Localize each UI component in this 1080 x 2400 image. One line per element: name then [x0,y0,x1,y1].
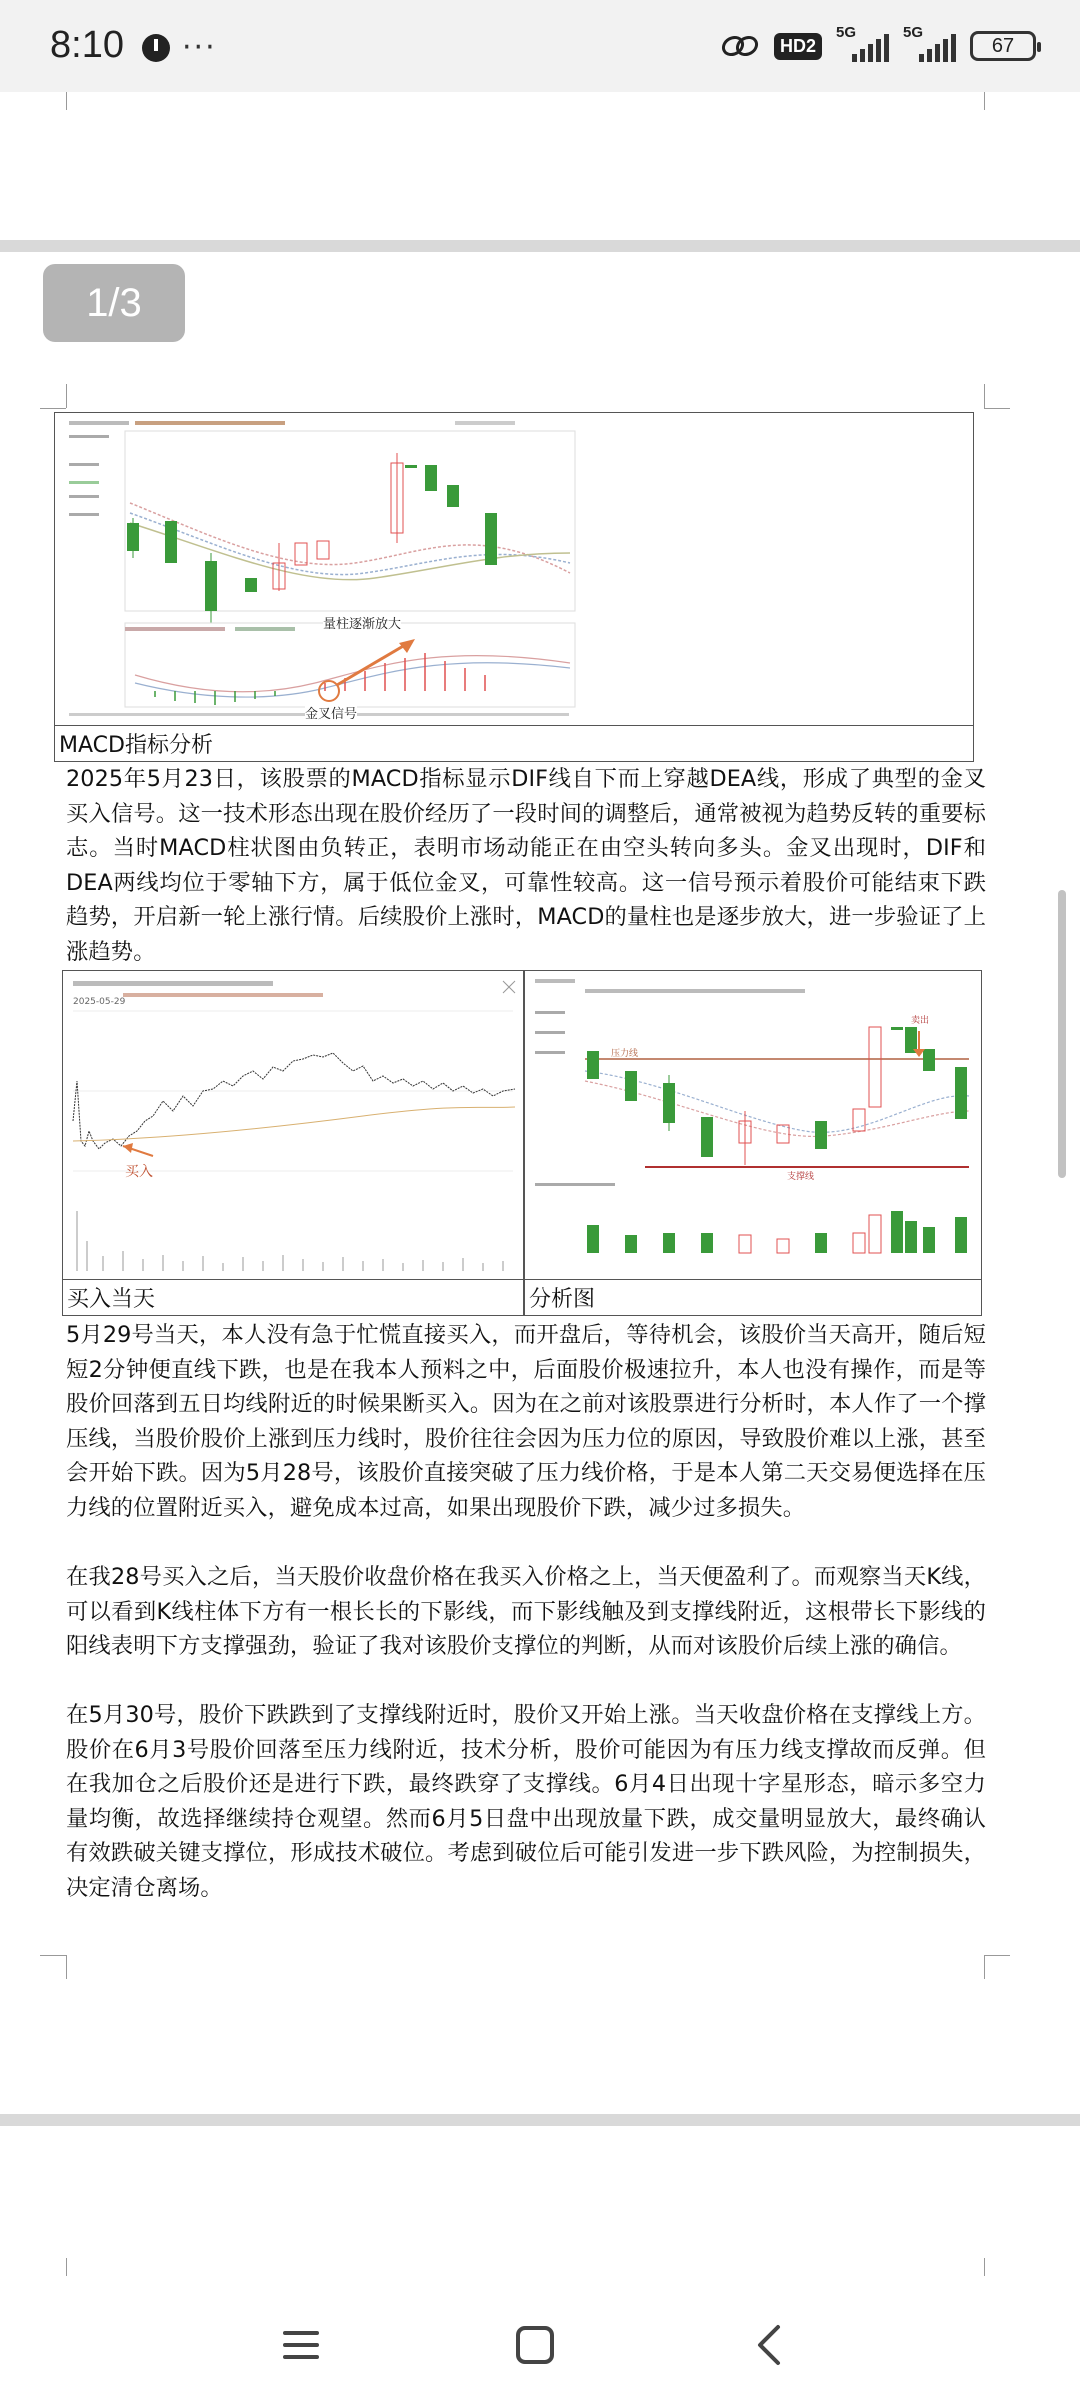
crop-mark [66,384,67,408]
analysis-candles [587,1027,967,1165]
macd-chart-svg [55,413,973,725]
crop-mark [66,2258,67,2276]
figure1-caption: MACD指标分析 [54,726,974,762]
hd-voice-badge: HD2 [774,33,822,60]
label-pressure-line: 压力线 [611,1049,639,1059]
chart-date-label: 2025-05-29 [73,997,126,1007]
intraday-chart-svg [63,971,523,1279]
label-sell: 卖出 [911,1016,930,1026]
home-button[interactable] [500,2310,570,2380]
crop-mark [984,92,985,110]
status-right-icons [720,24,1036,62]
status-bar [0,0,1080,92]
crop-mark [984,1955,1010,1956]
paragraph-buy-day: 5月29号当天，本人没有急于忙慌直接买入，而开盘后，等待机会，该股价当天高开，随后短短2分钟便直线下跌，也是在我本人预料之中，后面股价极速拉升，本人也没有操作，而是等股价回落到五日均线附近的时候果断买入。因为在之前对该股票进行分析时，本人作了一个撑压线，当股价股价上涨到压力线时，股价往往会因为压力位的原因，导致股价难以上涨，甚至会开始下跌。因为5月28号，该股价直接突破了压力线价格，于是本人第二天交易便选择在压力线的位置附近买入，避免成本过高，如果出现股价下跌，减少过多损失。 [66,1322,986,1521]
network-type-2: 5G [903,24,924,41]
signal-strength-2-icon [903,24,956,62]
analysis-kline-chart [524,970,982,1280]
back-button[interactable] [734,2310,804,2380]
signal-strength-1-icon [836,24,889,62]
label-support-line: 支撑线 [787,1172,815,1182]
home-square-icon [515,2325,555,2365]
network-type-1: 5G [836,24,857,41]
annotation-volume-bar-expanding: 量柱逐渐放大 [323,613,401,632]
scrollbar-thumb[interactable] [1058,890,1066,1178]
status-time: 8:10 [50,24,124,66]
figure2-left-caption: 买入当天 [62,1280,524,1316]
page-separator-bottom [0,2114,1080,2126]
crop-mark [66,1955,67,1979]
menu-icon [281,2327,321,2363]
crop-mark [984,2258,985,2276]
paragraph-macd-analysis: 2025年5月23日，该股票的MACD指标显示DIF线自下而上穿越DEA线，形成了典型的金叉买入信号。这一技术形态出现在股价经历了一段时间的调整后，通常被视为趋势反转的重要标志。当时MACD柱状图由负转正，表明市场动能正在由空头转向多头。金叉出现时，DIF和DEA两线均位于零轴下方，属于低位金叉，可靠性较高。这一信号预示着股价可能结束下跌趋势，开启新一轮上涨行情。后续股价上涨时，MACD的量柱也是逐步放大，进一步验证了上涨趋势。 [66,766,986,965]
more-notifications-icon: ··· [182,30,217,65]
figure2-right-caption: 分析图 [524,1280,982,1316]
paragraph-exit: 在5月30号，股价下跌跌到了支撑线附近时，股价又开始上涨。当天收盘价格在支撑线上方。股价在6月3号股价回落至压力线附近，技术分析，股价可能因为有压力线支撑故而反弹。但在我加仓之后股价还是进行下跌，最终跌穿了支撑线。6月4日出现十字星形态，暗示多空力量均衡，故选择继续持仓观望。然而6月5日盘中出现放量下跌，成交量明显放大，最终确认有效跌破关键支撑位，形成技术破位。考虑到破位后可能引发进一步下跌风险，为控制损失，决定清仓离场。 [66,1702,986,1901]
recent-apps-button[interactable] [266,2310,336,2380]
buy-day-intraday-chart [62,970,524,1280]
battery-icon: 67 [970,31,1036,61]
annotation-buy: 买入 [125,1164,153,1180]
page-indicator: 1/3 [43,264,185,342]
navigation-bar [0,2290,1080,2400]
crop-mark [40,1955,66,1956]
status-left-icons [142,30,217,65]
link-icon [720,33,760,59]
crop-mark [984,408,1010,409]
candles [127,453,497,623]
back-chevron-icon [754,2324,784,2366]
alarm-icon [142,34,170,62]
paragraph-after-buy: 在我28号买入之后，当天股价收盘价格在我买入价格之上，当天便盈利了。而观察当天K线，可以看到K线柱体下方有一根长长的下影线，而下影线触及到支撑线附近，这根带长下影线的阳线表明下方支撑强劲，验证了我对该股价支撑位的判断，从而对该股价后续上涨的确信。 [66,1564,986,1660]
crop-mark [40,408,66,409]
crop-mark [984,384,985,408]
macd-chart-image [54,412,974,726]
annotation-golden-cross: 金叉信号 [305,703,357,722]
page-separator-top [0,240,1080,252]
crop-mark [984,1955,985,1979]
crop-mark [66,92,67,110]
